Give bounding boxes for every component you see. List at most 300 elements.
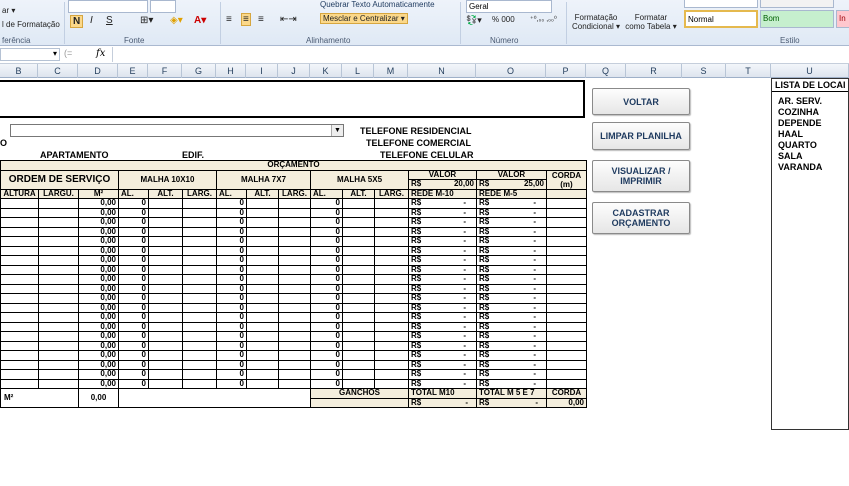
m2-cell[interactable]: 0,00 (79, 275, 119, 285)
alt-cell[interactable] (247, 341, 279, 351)
al-cell[interactable]: 0 (119, 218, 149, 228)
rede-m10-cell[interactable] (409, 294, 477, 304)
al-cell[interactable]: 0 (311, 227, 343, 237)
largura-cell[interactable] (39, 341, 79, 351)
al-cell[interactable]: 0 (311, 370, 343, 380)
altura-cell[interactable] (1, 227, 39, 237)
alt-cell[interactable] (149, 379, 183, 389)
rede-m10-cell[interactable] (409, 370, 477, 380)
column-header[interactable]: O (476, 64, 546, 78)
fx-icon[interactable]: fx (96, 48, 106, 59)
altura-cell[interactable] (1, 303, 39, 313)
corda-cell[interactable] (547, 275, 587, 285)
column-header[interactable]: K (310, 64, 342, 78)
name-box[interactable]: ▾ (0, 48, 60, 61)
column-header[interactable]: G (182, 64, 216, 78)
rede-m10-cell[interactable] (409, 246, 477, 256)
altura-cell[interactable] (1, 246, 39, 256)
larg-cell[interactable] (279, 379, 311, 389)
corda-cell[interactable] (547, 322, 587, 332)
column-header[interactable]: C (38, 64, 78, 78)
al-cell[interactable]: 0 (217, 275, 247, 285)
al-cell[interactable]: 0 (217, 322, 247, 332)
rede-m5-cell[interactable] (477, 332, 547, 342)
al-cell[interactable]: 0 (311, 246, 343, 256)
alt-cell[interactable] (149, 322, 183, 332)
larg-cell[interactable] (279, 332, 311, 342)
larg-cell[interactable] (375, 370, 409, 380)
rede-m5-cell[interactable] (477, 322, 547, 332)
altura-cell[interactable] (1, 237, 39, 247)
column-header[interactable]: L (342, 64, 374, 78)
al-cell[interactable]: 0 (119, 360, 149, 370)
rede-m5-cell[interactable] (477, 313, 547, 323)
style-output[interactable] (760, 0, 834, 8)
larg-cell[interactable] (375, 322, 409, 332)
altura-cell[interactable] (1, 360, 39, 370)
corda-cell[interactable] (547, 370, 587, 380)
locais-item[interactable]: AR. SERV. (778, 96, 823, 106)
corda-cell[interactable] (547, 208, 587, 218)
alt-cell[interactable] (247, 332, 279, 342)
rede-m5-cell[interactable] (477, 218, 547, 228)
larg-cell[interactable] (183, 379, 217, 389)
column-header[interactable]: T (726, 64, 771, 78)
largura-cell[interactable] (39, 313, 79, 323)
alt-cell[interactable] (247, 246, 279, 256)
al-cell[interactable]: 0 (311, 237, 343, 247)
al-cell[interactable]: 0 (311, 294, 343, 304)
price-m5[interactable] (477, 180, 547, 190)
formula-input[interactable] (112, 47, 849, 62)
rede-m5-cell[interactable] (477, 294, 547, 304)
alt-cell[interactable] (149, 246, 183, 256)
column-header[interactable]: B (0, 64, 38, 78)
al-cell[interactable]: 0 (311, 313, 343, 323)
corda-cell[interactable] (547, 351, 587, 361)
larg-cell[interactable] (183, 360, 217, 370)
larg-cell[interactable] (375, 332, 409, 342)
corda-cell[interactable] (547, 294, 587, 304)
alt-cell[interactable] (149, 303, 183, 313)
larg-cell[interactable] (183, 265, 217, 275)
al-cell[interactable]: 0 (119, 341, 149, 351)
largura-cell[interactable] (39, 360, 79, 370)
larg-cell[interactable] (183, 218, 217, 228)
corda-cell[interactable] (547, 313, 587, 323)
alt-cell[interactable] (149, 275, 183, 285)
corda-cell[interactable] (547, 246, 587, 256)
m2-cell[interactable]: 0,00 (79, 294, 119, 304)
rede-m10-cell[interactable] (409, 341, 477, 351)
larg-cell[interactable] (279, 370, 311, 380)
larg-cell[interactable] (279, 351, 311, 361)
underline-button[interactable]: S (106, 15, 113, 26)
column-header[interactable]: J (278, 64, 310, 78)
alt-cell[interactable] (149, 199, 183, 209)
m2-cell[interactable]: 0,00 (79, 379, 119, 389)
larg-cell[interactable] (183, 351, 217, 361)
al-cell[interactable]: 0 (217, 218, 247, 228)
cadastrar-orcamento-button[interactable]: CADASTRAR ORÇAMENTO (592, 202, 690, 234)
larg-cell[interactable] (375, 303, 409, 313)
al-cell[interactable]: 0 (119, 199, 149, 209)
larg-cell[interactable] (279, 237, 311, 247)
alt-cell[interactable] (343, 379, 375, 389)
corda-cell[interactable] (547, 256, 587, 266)
al-cell[interactable]: 0 (217, 379, 247, 389)
larg-cell[interactable] (375, 227, 409, 237)
al-cell[interactable]: 0 (119, 237, 149, 247)
rede-m5-cell[interactable] (477, 303, 547, 313)
altura-cell[interactable] (1, 379, 39, 389)
alt-cell[interactable] (247, 294, 279, 304)
al-cell[interactable]: 0 (119, 265, 149, 275)
m2-cell[interactable]: 0,00 (79, 313, 119, 323)
rede-m5-cell[interactable] (477, 341, 547, 351)
al-cell[interactable]: 0 (311, 303, 343, 313)
alt-cell[interactable] (149, 360, 183, 370)
column-header[interactable]: E (118, 64, 148, 78)
rede-m5-cell[interactable] (477, 275, 547, 285)
larg-cell[interactable] (279, 341, 311, 351)
alt-cell[interactable] (343, 360, 375, 370)
corda-cell[interactable] (547, 265, 587, 275)
larg-cell[interactable] (279, 227, 311, 237)
rede-m10-cell[interactable] (409, 303, 477, 313)
merge-center-button[interactable]: Mesclar e Centralizar ▾ (320, 13, 408, 24)
locais-item[interactable]: DEPENDE (778, 118, 822, 128)
percent-thousands-buttons[interactable]: % 000 (492, 15, 515, 24)
al-cell[interactable]: 0 (119, 275, 149, 285)
m2-cell[interactable]: 0,00 (79, 332, 119, 342)
m2-cell[interactable]: 0,00 (79, 341, 119, 351)
voltar-button[interactable]: VOLTAR (592, 88, 690, 115)
altura-cell[interactable] (1, 341, 39, 351)
corda-cell[interactable] (547, 237, 587, 247)
larg-cell[interactable] (183, 284, 217, 294)
al-cell[interactable]: 0 (217, 341, 247, 351)
al-cell[interactable]: 0 (217, 294, 247, 304)
alt-cell[interactable] (149, 237, 183, 247)
larg-cell[interactable] (183, 313, 217, 323)
al-cell[interactable]: 0 (217, 351, 247, 361)
clipboard-item[interactable]: ar ▾ (2, 6, 16, 15)
font-name-box[interactable] (68, 0, 148, 13)
locais-item[interactable]: SALA (778, 151, 803, 161)
alt-cell[interactable] (247, 360, 279, 370)
column-header[interactable]: Q (586, 64, 626, 78)
largura-cell[interactable] (39, 370, 79, 380)
corda-cell[interactable] (547, 303, 587, 313)
larg-cell[interactable] (183, 208, 217, 218)
al-cell[interactable]: 0 (119, 322, 149, 332)
column-header[interactable]: M (374, 64, 408, 78)
alt-cell[interactable] (149, 227, 183, 237)
alt-cell[interactable] (343, 199, 375, 209)
al-cell[interactable]: 0 (217, 199, 247, 209)
larg-cell[interactable] (183, 237, 217, 247)
column-header[interactable]: N (408, 64, 476, 78)
column-header[interactable]: F (148, 64, 182, 78)
alt-cell[interactable] (343, 341, 375, 351)
rede-m5-cell[interactable] (477, 265, 547, 275)
larg-cell[interactable] (279, 294, 311, 304)
larg-cell[interactable] (183, 303, 217, 313)
rede-m5-cell[interactable] (477, 256, 547, 266)
alt-cell[interactable] (247, 218, 279, 228)
wrap-text-button[interactable]: Quebrar Texto Automaticamente (320, 0, 435, 9)
rede-m5-cell[interactable] (477, 227, 547, 237)
alt-cell[interactable] (149, 332, 183, 342)
altura-cell[interactable] (1, 294, 39, 304)
al-cell[interactable]: 0 (217, 370, 247, 380)
al-cell[interactable]: 0 (311, 256, 343, 266)
m2-cell[interactable]: 0,00 (79, 208, 119, 218)
altura-cell[interactable] (1, 322, 39, 332)
m2-cell[interactable]: 0,00 (79, 237, 119, 247)
decimal-buttons-icon[interactable]: ⁺⁰,₀₀ ,₀₀⁰ (530, 16, 557, 23)
al-cell[interactable]: 0 (217, 303, 247, 313)
rede-m10-cell[interactable] (409, 218, 477, 228)
column-header[interactable]: P (546, 64, 586, 78)
al-cell[interactable]: 0 (217, 332, 247, 342)
al-cell[interactable]: 0 (119, 294, 149, 304)
number-format-box[interactable]: Geral (466, 0, 552, 13)
larg-cell[interactable] (279, 275, 311, 285)
alt-cell[interactable] (247, 208, 279, 218)
rede-m10-cell[interactable] (409, 322, 477, 332)
m2-cell[interactable]: 0,00 (79, 284, 119, 294)
larg-cell[interactable] (183, 256, 217, 266)
conditional-format-button[interactable]: Formatação Condicional ▾ (571, 13, 621, 31)
al-cell[interactable]: 0 (311, 199, 343, 209)
altura-cell[interactable] (1, 265, 39, 275)
alt-cell[interactable] (247, 370, 279, 380)
corda-cell[interactable] (547, 341, 587, 351)
rede-m5-cell[interactable] (477, 360, 547, 370)
altura-cell[interactable] (1, 256, 39, 266)
rede-m10-cell[interactable] (409, 275, 477, 285)
visualizar-imprimir-button[interactable]: VISUALIZAR / IMPRIMIR (592, 160, 690, 192)
m2-cell[interactable]: 0,00 (79, 256, 119, 266)
alt-cell[interactable] (247, 199, 279, 209)
largura-cell[interactable] (39, 246, 79, 256)
alt-cell[interactable] (343, 332, 375, 342)
larg-cell[interactable] (375, 341, 409, 351)
alt-cell[interactable] (247, 265, 279, 275)
m2-cell[interactable]: 0,00 (79, 199, 119, 209)
larg-cell[interactable] (183, 322, 217, 332)
m2-cell[interactable]: 0,00 (79, 351, 119, 361)
style-incorrect[interactable]: In (836, 10, 849, 28)
corda-cell[interactable] (547, 332, 587, 342)
font-color-icon[interactable]: A▾ (194, 15, 207, 26)
locais-item[interactable]: QUARTO (778, 140, 817, 150)
altura-cell[interactable] (1, 351, 39, 361)
alt-cell[interactable] (149, 265, 183, 275)
rede-m10-cell[interactable] (409, 256, 477, 266)
rede-m10-cell[interactable] (409, 332, 477, 342)
alt-cell[interactable] (149, 370, 183, 380)
format-table-button[interactable]: Formatar como Tabela ▾ (625, 13, 677, 31)
larg-cell[interactable] (375, 275, 409, 285)
limpar-planilha-button[interactable]: LIMPAR PLANILHA (592, 122, 690, 150)
rede-m5-cell[interactable] (477, 370, 547, 380)
alt-cell[interactable] (149, 218, 183, 228)
largura-cell[interactable] (39, 208, 79, 218)
larg-cell[interactable] (183, 246, 217, 256)
larg-cell[interactable] (375, 256, 409, 266)
alt-cell[interactable] (343, 237, 375, 247)
larg-cell[interactable] (375, 284, 409, 294)
larg-cell[interactable] (279, 199, 311, 209)
larg-cell[interactable] (183, 332, 217, 342)
larg-cell[interactable] (183, 370, 217, 380)
al-cell[interactable]: 0 (119, 332, 149, 342)
al-cell[interactable]: 0 (119, 284, 149, 294)
rede-m10-cell[interactable] (409, 379, 477, 389)
rede-m10-cell[interactable] (409, 313, 477, 323)
alt-cell[interactable] (247, 313, 279, 323)
m2-cell[interactable]: 0,00 (79, 370, 119, 380)
al-cell[interactable]: 0 (311, 218, 343, 228)
alt-cell[interactable] (247, 275, 279, 285)
alt-cell[interactable] (343, 351, 375, 361)
alt-cell[interactable] (247, 303, 279, 313)
larg-cell[interactable] (183, 341, 217, 351)
larg-cell[interactable] (279, 360, 311, 370)
al-cell[interactable]: 0 (119, 227, 149, 237)
alt-cell[interactable] (247, 379, 279, 389)
alt-cell[interactable] (343, 227, 375, 237)
larg-cell[interactable] (279, 322, 311, 332)
alt-cell[interactable] (247, 322, 279, 332)
chevron-down-icon[interactable]: ▼ (331, 125, 343, 136)
al-cell[interactable]: 0 (119, 208, 149, 218)
client-combobox[interactable] (10, 124, 344, 137)
larg-cell[interactable] (279, 284, 311, 294)
al-cell[interactable]: 0 (119, 379, 149, 389)
larg-cell[interactable] (375, 360, 409, 370)
m2-cell[interactable]: 0,00 (79, 246, 119, 256)
larg-cell[interactable] (375, 294, 409, 304)
altura-cell[interactable] (1, 218, 39, 228)
larg-cell[interactable] (375, 351, 409, 361)
indent-icon[interactable]: ⇤⇥ (280, 14, 297, 25)
rede-m5-cell[interactable] (477, 208, 547, 218)
alt-cell[interactable] (343, 322, 375, 332)
locais-item[interactable]: COZINHA (778, 107, 819, 117)
format-painter[interactable]: l de Formatação (2, 20, 60, 29)
altura-cell[interactable] (1, 275, 39, 285)
corda-cell[interactable] (547, 227, 587, 237)
alt-cell[interactable] (247, 227, 279, 237)
rede-m10-cell[interactable] (409, 265, 477, 275)
al-cell[interactable]: 0 (217, 360, 247, 370)
al-cell[interactable]: 0 (119, 351, 149, 361)
largura-cell[interactable] (39, 379, 79, 389)
alt-cell[interactable] (247, 237, 279, 247)
al-cell[interactable]: 0 (119, 313, 149, 323)
alt-cell[interactable] (343, 246, 375, 256)
larg-cell[interactable] (375, 218, 409, 228)
alt-cell[interactable] (343, 256, 375, 266)
al-cell[interactable]: 0 (217, 284, 247, 294)
alt-cell[interactable] (247, 284, 279, 294)
largura-cell[interactable] (39, 284, 79, 294)
rede-m10-cell[interactable] (409, 351, 477, 361)
m2-cell[interactable]: 0,00 (79, 227, 119, 237)
bold-button[interactable]: N (70, 15, 83, 28)
largura-cell[interactable] (39, 218, 79, 228)
name-box-resize-icon[interactable]: (= (64, 48, 73, 58)
column-header[interactable]: D (78, 64, 118, 78)
al-cell[interactable]: 0 (311, 360, 343, 370)
alt-cell[interactable] (343, 370, 375, 380)
locais-item[interactable]: HAAL (778, 129, 803, 139)
currency-icon[interactable]: 💱▾ (466, 15, 482, 25)
larg-cell[interactable] (183, 294, 217, 304)
altura-cell[interactable] (1, 284, 39, 294)
larg-cell[interactable] (375, 246, 409, 256)
rede-m5-cell[interactable] (477, 351, 547, 361)
column-header[interactable]: R (626, 64, 682, 78)
corda-cell[interactable] (547, 360, 587, 370)
al-cell[interactable]: 0 (119, 370, 149, 380)
al-cell[interactable]: 0 (311, 351, 343, 361)
locais-list[interactable] (771, 78, 849, 430)
alt-cell[interactable] (149, 341, 183, 351)
al-cell[interactable]: 0 (119, 246, 149, 256)
al-cell[interactable]: 0 (217, 265, 247, 275)
locais-item[interactable]: VARANDA (778, 162, 823, 172)
largura-cell[interactable] (39, 303, 79, 313)
borders-icon[interactable]: ⊞▾ (140, 15, 154, 26)
alt-cell[interactable] (343, 284, 375, 294)
m2-cell[interactable]: 0,00 (79, 303, 119, 313)
title-box[interactable] (0, 80, 585, 118)
price-m10[interactable] (409, 180, 477, 190)
al-cell[interactable]: 0 (311, 379, 343, 389)
larg-cell[interactable] (375, 237, 409, 247)
m2-cell[interactable]: 0,00 (79, 360, 119, 370)
al-cell[interactable]: 0 (217, 256, 247, 266)
al-cell[interactable]: 0 (311, 265, 343, 275)
largura-cell[interactable] (39, 322, 79, 332)
al-cell[interactable]: 0 (119, 303, 149, 313)
corda-cell[interactable] (547, 199, 587, 209)
larg-cell[interactable] (183, 275, 217, 285)
larg-cell[interactable] (279, 256, 311, 266)
al-cell[interactable]: 0 (311, 208, 343, 218)
largura-cell[interactable] (39, 332, 79, 342)
rede-m5-cell[interactable] (477, 237, 547, 247)
rede-m5-cell[interactable] (477, 199, 547, 209)
style-normal[interactable]: Normal (684, 10, 758, 28)
alt-cell[interactable] (149, 351, 183, 361)
corda-cell[interactable] (547, 284, 587, 294)
larg-cell[interactable] (279, 246, 311, 256)
column-header[interactable]: I (246, 64, 278, 78)
al-cell[interactable]: 0 (217, 237, 247, 247)
alt-cell[interactable] (149, 256, 183, 266)
altura-cell[interactable] (1, 370, 39, 380)
largura-cell[interactable] (39, 199, 79, 209)
alt-cell[interactable] (247, 256, 279, 266)
al-cell[interactable]: 0 (119, 256, 149, 266)
corda-cell[interactable] (547, 218, 587, 228)
